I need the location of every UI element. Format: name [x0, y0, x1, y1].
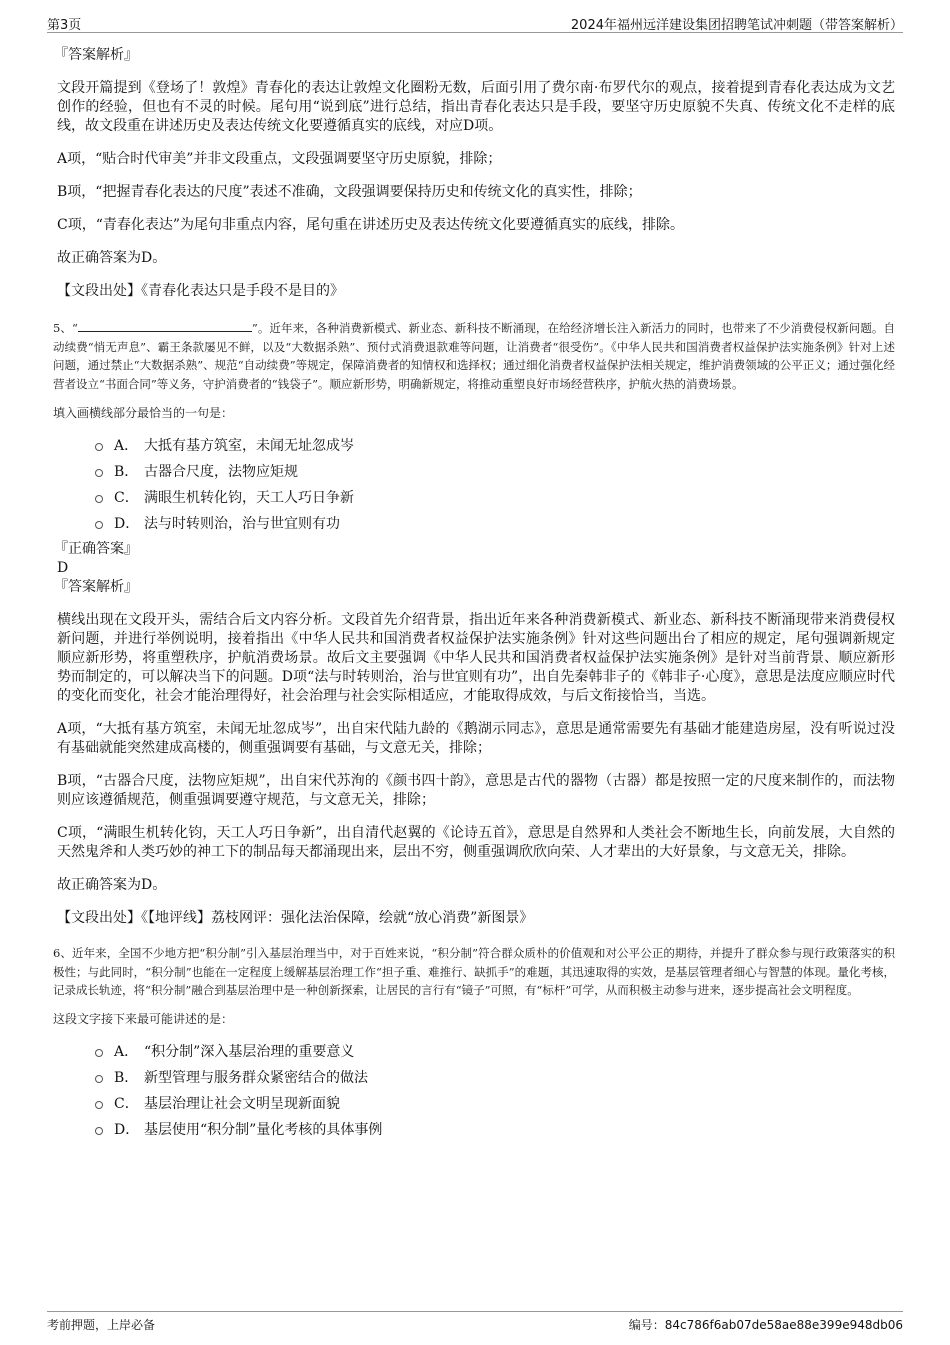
q4-option-c-explanation: C项，“青春化表达”为尾句非重点内容，尾句重在讲述历史及表达传统文化要遵循真实的底线，排除。	[57, 217, 685, 233]
q5-option-b[interactable]: B． 古器合尺度，法物应矩规	[57, 462, 895, 488]
q5-prompt: 填入画横线部分最恰当的一句是：	[53, 405, 234, 420]
radio-button[interactable]	[95, 1049, 103, 1057]
q4-option-b-explanation: B项，“把握青春化表达的尺度”表述不准确，文段强调要保持历史和传统文化的真实性，排除；	[57, 184, 642, 200]
q5-option-a-explanation: A项，“大抵有基方筑室，未闻无址忽成岑”，出自宋代陆九龄的《鹅湖示同志》，意思是通常需要先有基础才能建造房屋，没有听说过没有基础就能突然建成高楼的，侧重强调要有基础，与文意无关，排除；	[57, 720, 895, 756]
q4-analysis: 文段开篇提到《登场了！敦煌》青春化的表达让敦煌文化圈粉无数，后面引用了费尔南·布罗代尔的观点，接着提到青春化表达成为文艺创作的经验，但也有不灵的时候。尾句用“说到底”进行总结，指出青春化表达只是手段，要坚守历史原貌不失真、传统文化不走样的底线，故文段重在讲述历史及表达传统文化要遵循真实的底线，对应D项。	[57, 80, 895, 134]
q5-number: 5、“	[53, 321, 78, 335]
q4-option-a-explanation: A项，“贴合时代审美”并非文段重点，文段强调要坚守历史原貌，排除；	[57, 151, 502, 167]
q5-option-c[interactable]: C． 满眼生机转化钧，天工人巧日争新	[57, 488, 895, 514]
q4-conclusion: 故正确答案为D。	[57, 250, 167, 266]
q6-passage: 6、近年来，全国不少地方把“积分制”引入基层治理当中，对于百姓来说，“积分制”符合群众质朴的价值观和对公平公正的期待，并提升了群众参与现行政策落实的积极性；与此同时，“积分制”也能在一定程度上缓解基层治理工作“担子重、难推行、缺抓手”的难题，其迅速取得的实效，是基层管理者细心与智慧的体现。量化考核，记录成长轨迹，将“积分制”融合到基层治理中是一种创新探索，让居民的言行有“镜子”可照，有“标杆”可学，从而积极主动参与进来，逐步提高社会文明程度。	[53, 945, 895, 998]
radio-button[interactable]	[95, 495, 103, 503]
q5-passage-text: ”。近年来，各种消费新模式、新业态、新科技不断涌现，在给经济增长注入新活力的同时，也带来了不少消费侵权新问题。自动续费“悄无声息”、霸王条款屡见不鲜，以及“大数据杀熟”、预付式消费退款难等问题，让消费者“很受伤”。《中华人民共和国消费者权益保护法实施条例》针对上述问题，通过禁止“大数据杀熟”、规范“自动续费”等规定，保障消费者的知情权和选择权；通过细化消费者权益保护法相关规定，维护消费领域的公平正义；通过强化经营者设立“书面合同”等义务，守护消费者的“钱袋子”。顺应新形势，明确新规定，将推动重塑良好市场经营秩序，护航火热的消费场景。	[53, 321, 895, 392]
radio-button[interactable]	[95, 469, 103, 477]
footer-slogan: 考前押题，上岸必备	[47, 1318, 156, 1332]
radio-button[interactable]	[95, 443, 103, 451]
page-header	[47, 12, 903, 33]
q5-passage	[53, 319, 895, 394]
document-code: 编号：84c786f6ab07de58ae88e399e948db06	[628, 1318, 903, 1332]
q5-answer: D	[57, 559, 69, 576]
q6-option-c[interactable]: C． 基层治理让社会文明呈现新面貌	[57, 1094, 895, 1120]
q6-prompt: 这段文字接下来最可能讲述的是：	[53, 1011, 234, 1026]
radio-button[interactable]	[95, 1127, 103, 1135]
page-number: 第3页	[47, 18, 82, 33]
q6-options	[57, 1042, 895, 1146]
q5-option-c-explanation: C项，“满眼生机转化钧，天工人巧日争新”，出自清代赵翼的《论诗五首》，意思是自然界和人类社会不断地生长，向前发展，大自然的天然鬼斧和人类巧妙的神工下的制品每天都涌现出来，层出不穷，侧重强调欣欣向荣、人才辈出的大好景象，与文意无关，排除。	[57, 824, 895, 860]
q5-source: 【文段出处】《【地评线】荔枝网评：强化法治保障，绘就“放心消费”新图景》	[57, 909, 534, 926]
q6-option-a[interactable]: A． “积分制”深入基层治理的重要意义	[57, 1042, 895, 1068]
q5-analysis: 横线出现在文段开头，需结合后文内容分析。文段首先介绍背景，指出近年来各种消费新模式、新业态、新科技不断涌现带来消费侵权新问题，并进行举例说明，接着指出《中华人民共和国消费者权益保护法实施条例》针对这些问题出台了相应的规定，尾句强调新规定顺应新形势，将重塑秩序，护航消费场景。故后文主要强调《中华人民共和国消费者权益保护法实施条例》是针对当前背景、顺应新形势而制定的，可以解决当下的问题。D项“法与时转则治，治与世宜则有功”，出自先秦韩非子的《韩非子·心度》，意思是法度应顺应时代的变化而变化，社会才能治理得好，社会治理与社会实际相适应，才能取得成效，与后文衔接恰当，当选。	[57, 611, 895, 704]
q4-analysis-label: 『答案解析』	[54, 47, 138, 63]
document-title: 2024年福州远洋建设集团招聘笔试冲刺题（带答案解析）	[570, 18, 903, 33]
q6-option-d[interactable]: D． 基层使用“积分制”量化考核的具体事例	[57, 1120, 895, 1146]
q6-option-b[interactable]: B． 新型管理与服务群众紧密结合的做法	[57, 1068, 895, 1094]
radio-button[interactable]	[95, 521, 103, 529]
q4-source: 【文段出处】《青春化表达只是手段不是目的》	[57, 283, 344, 299]
q5-answer-label: 『正确答案』	[54, 540, 138, 557]
q5-fill-blank	[78, 321, 252, 332]
radio-button[interactable]	[95, 1101, 103, 1109]
radio-button[interactable]	[95, 1075, 103, 1083]
page-footer	[47, 1311, 903, 1336]
q5-options	[57, 436, 895, 540]
page-content	[53, 46, 895, 1146]
q5-analysis-label: 『答案解析』	[54, 578, 138, 595]
q5-option-b-explanation: B项，“古器合尺度，法物应矩规”，出自宋代苏洵的《颜书四十韵》，意思是古代的器物（古器）都是按照一定的尺度来制作的，而法物则应该遵循规范，侧重强调要遵守规范，与文意无关，排除；	[57, 772, 895, 808]
q5-conclusion: 故正确答案为D。	[57, 876, 167, 893]
q5-option-a[interactable]: A． 大抵有基方筑室，未闻无址忽成岑	[57, 436, 895, 462]
q5-option-d[interactable]: D． 法与时转则治，治与世宜则有功	[57, 514, 895, 540]
